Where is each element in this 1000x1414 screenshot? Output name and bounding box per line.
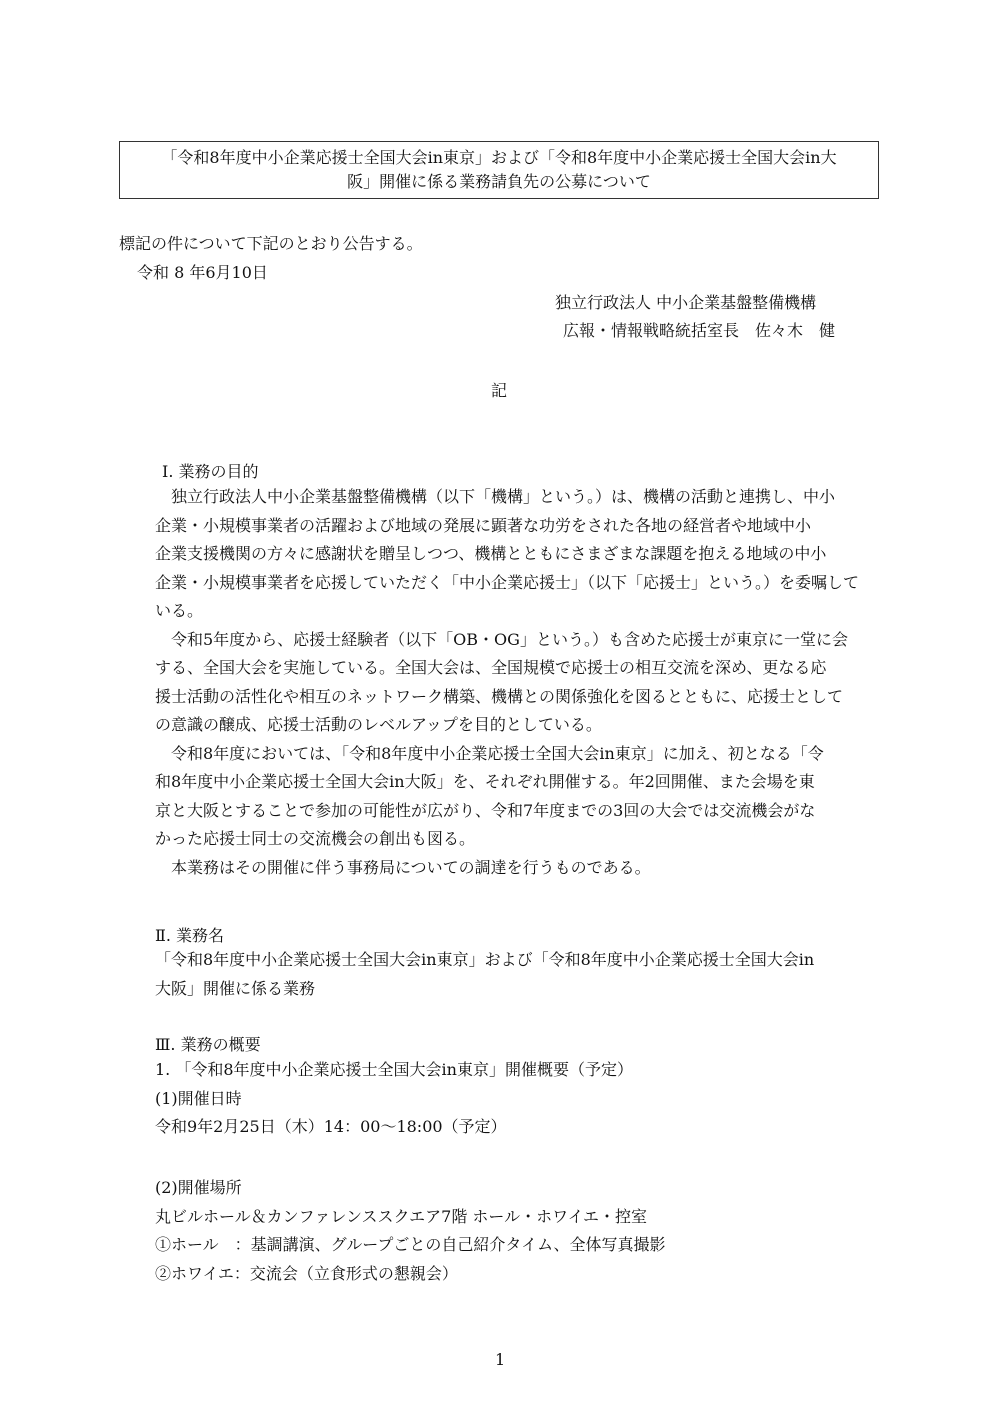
section-3-body-b bbox=[155, 1174, 885, 1288]
body-line: いる。 bbox=[155, 601, 204, 620]
body-line: かった応援士同士の交流機会の創出も図る。 bbox=[155, 829, 476, 848]
section-3-body-a bbox=[155, 1056, 885, 1142]
section-3-heading: Ⅲ. 業務の概要 bbox=[155, 1035, 261, 1054]
body-line: 援士活動の活性化や相互のネットワーク構築、機構との関係強化を図るとともに、応援士として bbox=[155, 686, 844, 706]
page-number: 1 bbox=[495, 1350, 506, 1369]
body-line: 本業務はその開催に伴う事務局についての調達を行うものである。 bbox=[155, 857, 651, 877]
body-line: 企業支援機関の方々に感謝状を贈呈しつつ、機構とともにさまざまな課題を抱える地域の中小 bbox=[155, 544, 827, 563]
title-line-1: 「令和8年度中小企業応援士全国大会in東京」および「令和8年度中小企業応援士全国大会in大 bbox=[161, 148, 837, 167]
section-1-heading: Ⅰ. 業務の目的 bbox=[162, 462, 259, 481]
section-2-heading: Ⅱ. 業務名 bbox=[155, 926, 225, 945]
document-title-box bbox=[119, 141, 879, 199]
body-line: 令和5年度から、応援士経験者（以下「OB・OG」という。）も含めた応援士が東京に一堂に会 bbox=[155, 629, 848, 649]
notice-date: 令和 8 年6月10日 bbox=[137, 263, 268, 282]
body-line: ①ホール ：基調講演、グループごとの自己紹介タイム、全体写真撮影 bbox=[155, 1235, 666, 1254]
intro-text: 標記の件について下記のとおり公告する。 bbox=[119, 234, 423, 253]
title-line-2: 阪」開催に係る業務請負先の公募について bbox=[347, 172, 651, 191]
body-line: 企業・小規模事業者を応援していただく「中小企業応援士」（以下「応援士」という。）を委嘱して bbox=[155, 572, 860, 592]
body-line: 令和8年度においては、「令和8年度中小企業応援士全国大会in東京」に加え、初となる「令 bbox=[155, 743, 824, 763]
body-line: ②ホワイエ：交流会（立食形式の懇親会） bbox=[155, 1263, 458, 1283]
body-line: (2)開催場所 bbox=[155, 1178, 242, 1197]
body-line: (1)開催日時 bbox=[155, 1088, 242, 1108]
section-1-body bbox=[155, 483, 885, 882]
body-line: 大阪」開催に係る業務 bbox=[155, 978, 316, 998]
body-line: 「令和8年度中小企業応援士全国大会in東京」および「令和8年度中小企業応援士全国大会in bbox=[155, 950, 815, 969]
body-line: 企業・小規模事業者の活躍および地域の発展に顕著な功労をされた各地の経営者や地域中小 bbox=[155, 515, 812, 535]
ki-mark: 記 bbox=[491, 381, 508, 400]
section-2-body bbox=[155, 946, 885, 1003]
body-line: 独立行政法人中小企業基盤整備機構（以下「機構」という。）は、機構の活動と連携し、中小 bbox=[155, 487, 836, 506]
body-line: する、全国大会を実施している。全国大会は、全国規模で応援士の相互交流を深め、更なる応 bbox=[155, 658, 827, 677]
body-line: 和8年度中小企業応援士全国大会in大阪」を、それぞれ開催する。年2回開催、また会場を東 bbox=[155, 772, 815, 791]
body-line: 1. 「令和8年度中小企業応援士全国大会in東京」開催概要（予定） bbox=[155, 1060, 633, 1079]
body-line: 丸ビルホール＆カンファレンススクエア7階 ホール・ホワイエ・控室 bbox=[155, 1206, 647, 1226]
body-line: 京と大阪とすることで参加の可能性が広がり、令和7年度までの3回の大会では交流機会がな bbox=[155, 800, 816, 820]
body-line: の意識の醸成、応援士活動のレベルアップを目的としている。 bbox=[155, 715, 602, 734]
issuer-org: 独立行政法人 中小企業基盤整備機構 bbox=[555, 293, 817, 312]
issuer-title-name: 広報・情報戦略統括室長 佐々木 健 bbox=[563, 321, 836, 340]
body-line: 令和9年2月25日（木）14：00～18:00（予定） bbox=[155, 1117, 507, 1136]
